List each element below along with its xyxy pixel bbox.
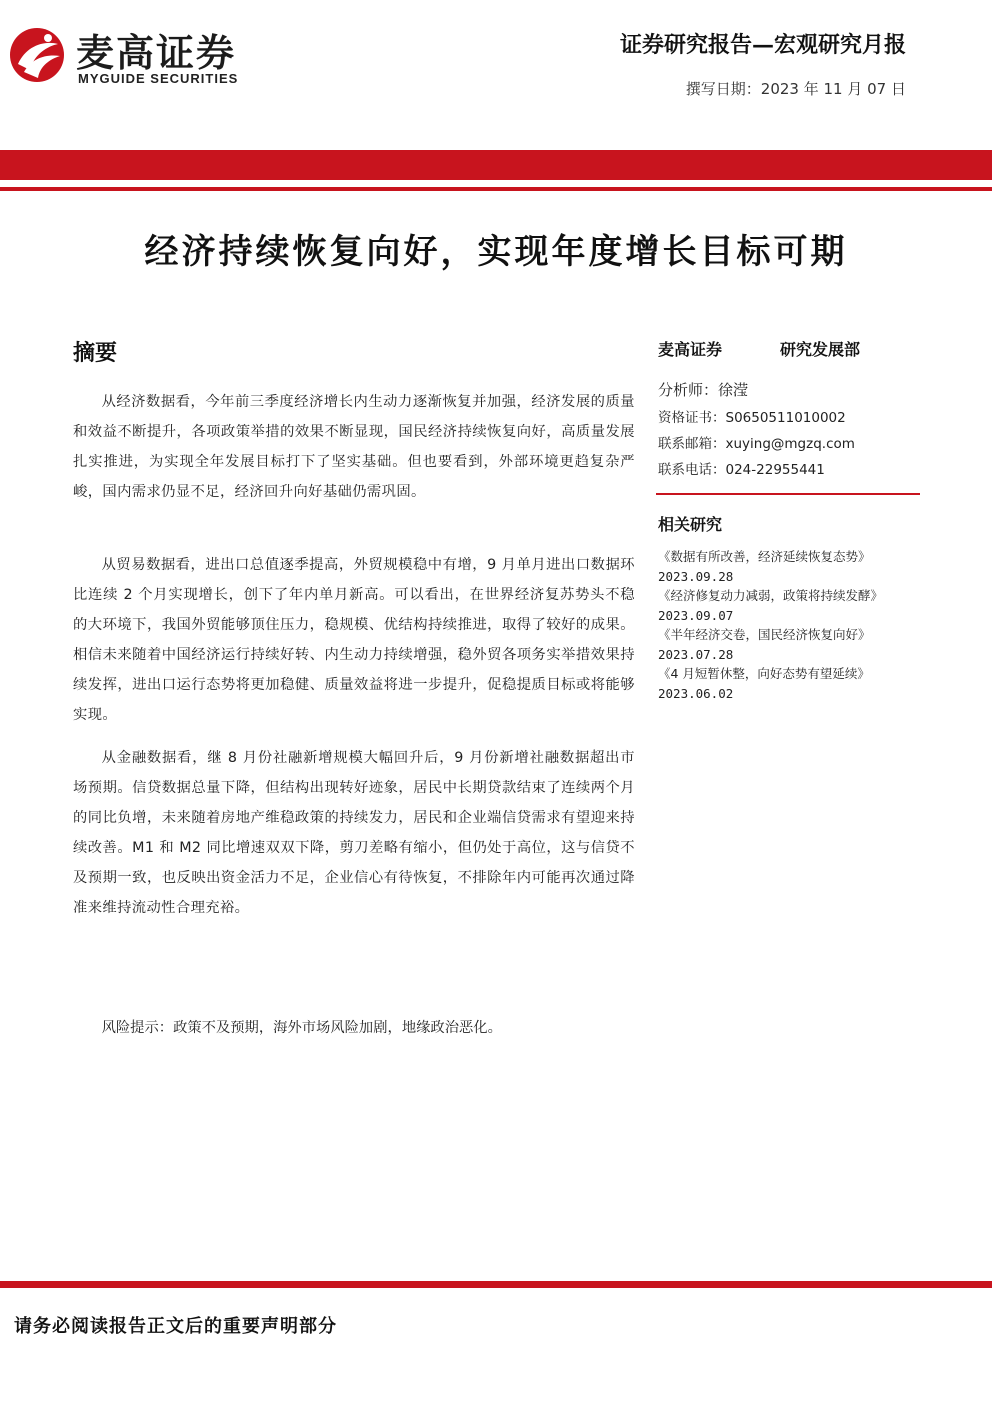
analyst-line — [658, 379, 748, 400]
related-item-title[interactable]: 《半年经济交卷，国民经济恢复向好》 — [658, 627, 871, 642]
phone-value: 024-22955441 — [725, 462, 825, 478]
logo-name-en: MYGUIDE SECURITIES — [78, 71, 239, 86]
summary-paragraph: 从金融数据看，继 8 月份社融新增规模大幅回升后，9 月份新增社融数据超出市场预期。信贷数据总量下降，但结构出现转好迹象，居民中长期贷款结束了连续两个月的同比负增，未来随着房地产维稳政策的持续发力，居民和企业端信贷需求有望迎来持续改善。M1 和 M2 同比增速双双下降，剪刀差略有缩小，但仍处于高位，这与信贷不及预期一致，也反映出资金活力不足，企业信心有待恢复，不排除年内可能再次通过降准来维持流动性合理充裕。 — [73, 750, 635, 916]
logo-icon — [8, 26, 66, 84]
related-heading: 相关研究 — [658, 515, 723, 534]
related-list — [658, 547, 928, 703]
analyst-label: 分析师： — [658, 381, 719, 399]
email-label: 联系邮箱： — [658, 436, 726, 452]
summary-paragraph: 从贸易数据看，进出口总值逐季提高，外贸规模稳中有增，9 月单月进出口数据环比连续 2 个月实现增长，创下了年内单月新高。可以看出，在世界经济复苏势头不稳的大环境下，我国外贸能够顶住压力，稳规模、优结构持续推进，取得了较好的成果。相信未来随着中国经济运行持续好转、内生动力持续增强，稳外贸各项务实举措效果持续发挥，进出口运行态势将更加稳健、质量效益将进一步提升，促稳提质目标或将能够实现。 — [73, 557, 635, 723]
related-item-title[interactable]: 《4 月短暂休整，向好态势有望延续》 — [658, 666, 870, 681]
email-line — [658, 432, 855, 452]
header-red-line — [0, 187, 992, 191]
sidebar-dept: 研究发展部 — [780, 340, 861, 359]
phone-label: 联系电话： — [658, 462, 726, 478]
related-item-date: 2023.09.28 — [658, 568, 734, 584]
footer-disclaimer: 请务必阅读报告正文后的重要声明部分 — [14, 1316, 337, 1337]
sidebar-firm: 麦高证券 — [658, 340, 723, 359]
related-item-date: 2023.07.28 — [658, 646, 734, 662]
report-type: 证券研究报告—宏观研究月报 — [619, 32, 906, 58]
footer-red-line — [0, 1281, 992, 1288]
risk-notice: 风险提示：政策不及预期，海外市场风险加剧，地缘政治恶化。 — [101, 1020, 502, 1036]
related-item[interactable] — [658, 625, 928, 664]
related-item-title[interactable]: 《数据有所改善，经济延续恢复态势》 — [658, 549, 871, 564]
header-red-band — [0, 150, 992, 180]
logo-name-cn: 麦高证券 — [76, 31, 237, 75]
related-item[interactable] — [658, 547, 928, 586]
related-item[interactable] — [658, 664, 928, 703]
phone-line — [658, 458, 825, 478]
related-item-date: 2023.06.02 — [658, 685, 734, 701]
email-link[interactable]: xuying@mgzq.com — [725, 436, 855, 452]
related-item[interactable] — [658, 586, 928, 625]
summary-heading: 摘要 — [73, 340, 118, 366]
analyst-name: 徐滢 — [718, 381, 749, 399]
cert-line — [658, 406, 846, 426]
report-date: 撰写日期：2023 年 11 月 07 日 — [685, 80, 906, 98]
sidebar-divider — [656, 493, 920, 495]
page-title: 经济持续恢复向好，实现年度增长目标可期 — [144, 232, 848, 272]
related-item-title[interactable]: 《经济修复动力减弱，政策将持续发酵》 — [658, 588, 884, 603]
summary-paragraph: 从经济数据看，今年前三季度经济增长内生动力逐渐恢复并加强，经济发展的质量和效益不断提升，各项政策举措的效果不断显现，国民经济持续恢复向好，高质量发展扎实推进，为实现全年发展目标打下了坚实基础。但也要看到，外部环境更趋复杂严峻，国内需求仍显不足，经济回升向好基础仍需巩固。 — [73, 394, 635, 500]
related-item-date: 2023.09.07 — [658, 607, 734, 623]
cert-value: S0650511010002 — [725, 410, 846, 426]
cert-label: 资格证书： — [658, 410, 726, 426]
